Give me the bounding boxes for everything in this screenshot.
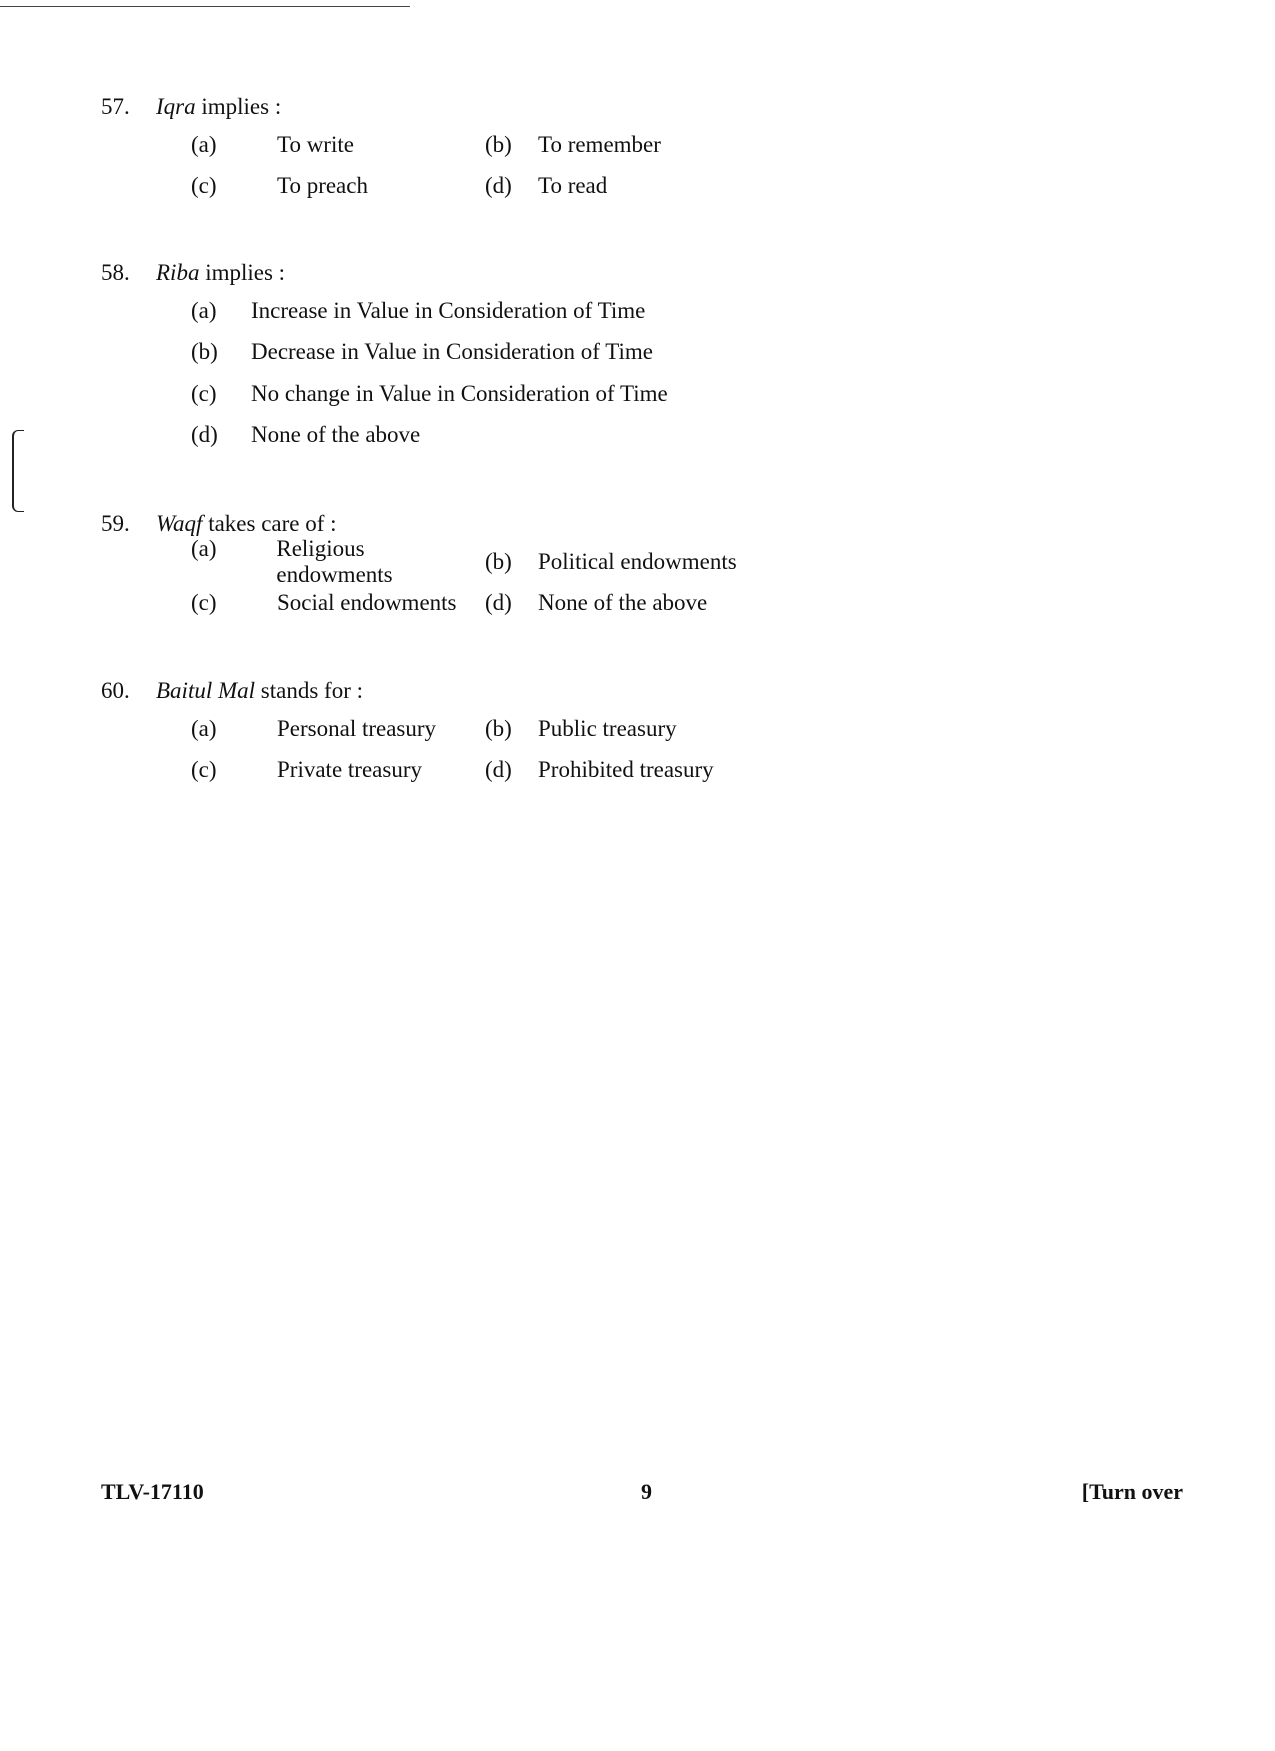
- option-letter: (b): [485, 131, 512, 157]
- option-text: None of the above: [251, 422, 421, 448]
- option-b: [101, 332, 668, 374]
- options-row: [101, 535, 869, 587]
- option-text: To read: [538, 173, 608, 199]
- option-letter: (b): [485, 548, 512, 574]
- option-text: Social endowments: [277, 590, 457, 616]
- options-row: [101, 708, 869, 750]
- option-text: To write: [277, 131, 354, 157]
- option-letter: (a): [191, 535, 217, 561]
- option-text: To preach: [277, 173, 368, 199]
- question-stem: [101, 674, 869, 708]
- option-text: Decrease in Value in Consideration of Time: [251, 339, 654, 365]
- question-58: [101, 256, 668, 456]
- option-c: [101, 757, 485, 783]
- question-59: [101, 507, 869, 624]
- option-letter: (d): [191, 422, 218, 448]
- option-d: [485, 757, 869, 783]
- question-term: Baitul Mal: [156, 678, 256, 703]
- question-number: 58.: [101, 260, 130, 285]
- option-text: None of the above: [538, 590, 708, 616]
- question-stem: [101, 256, 668, 290]
- option-d: [485, 173, 869, 199]
- question-term: Iqra: [156, 94, 196, 119]
- option-text: Public treasury: [538, 715, 677, 741]
- question-number: 60.: [101, 678, 130, 703]
- option-text: Political endowments: [538, 548, 737, 574]
- option-a: [101, 132, 485, 158]
- option-letter: (c): [191, 173, 217, 199]
- option-letter: (c): [191, 590, 217, 616]
- question-term: Waqf: [156, 511, 203, 536]
- option-b: [485, 716, 869, 742]
- option-c: [101, 373, 668, 415]
- option-c: [101, 590, 485, 616]
- option-c: [101, 173, 485, 199]
- option-text: Prohibited treasury: [538, 757, 714, 783]
- option-text: No change in Value in Consideration of Time: [251, 380, 668, 406]
- option-text: Personal treasury: [277, 715, 437, 741]
- options-row: [101, 750, 869, 792]
- question-57: [101, 90, 869, 207]
- option-letter: (d): [485, 173, 512, 199]
- option-b: [485, 132, 869, 158]
- question-text: implies :: [195, 94, 282, 119]
- option-text: Private treasury: [277, 757, 422, 783]
- top-rule: [0, 6, 410, 7]
- option-letter: (d): [485, 757, 512, 783]
- question-60: [101, 674, 869, 791]
- option-letter: (a): [191, 715, 217, 741]
- option-d: [101, 415, 668, 457]
- option-letter: (b): [485, 715, 512, 741]
- page-number: 9: [641, 1479, 652, 1504]
- option-b: [485, 549, 869, 575]
- scan-mark: [12, 430, 24, 512]
- option-text: To remember: [538, 131, 661, 157]
- page-footer: [101, 1479, 1183, 1505]
- option-letter: (a): [191, 297, 217, 323]
- option-text: Increase in Value in Consideration of Time: [251, 297, 646, 323]
- option-letter: (d): [485, 590, 512, 616]
- option-a: [101, 536, 485, 588]
- turn-over-label: [Turn over: [1081, 1479, 1183, 1504]
- options-row: [101, 124, 869, 166]
- option-text: Religious endowments: [276, 535, 393, 587]
- question-stem: [101, 90, 869, 124]
- option-a: [101, 716, 485, 742]
- question-number: 59.: [101, 511, 130, 536]
- options-row: [101, 166, 869, 208]
- question-term: Riba: [156, 260, 200, 285]
- question-text: takes care of :: [202, 511, 337, 536]
- question-text: implies :: [199, 260, 286, 285]
- option-letter: (a): [191, 131, 217, 157]
- option-letter: (b): [191, 339, 218, 365]
- option-a: [101, 290, 668, 332]
- paper-code: TLV-17110: [101, 1479, 204, 1504]
- option-d: [485, 590, 869, 616]
- option-letter: (c): [191, 757, 217, 783]
- question-text: stands for :: [255, 678, 363, 703]
- question-number: 57.: [101, 94, 130, 119]
- options-row: [101, 583, 869, 625]
- option-letter: (c): [191, 380, 217, 406]
